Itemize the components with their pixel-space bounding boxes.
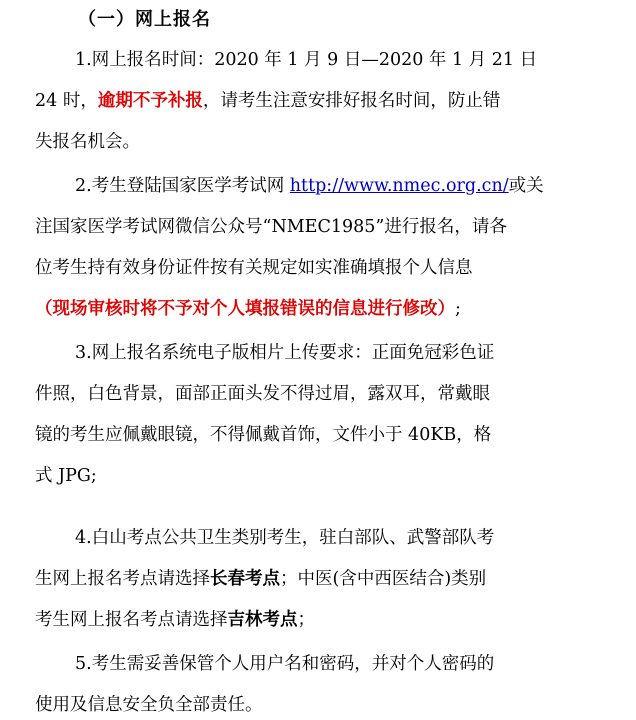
- item3-line1: 3.网上报名系统电子版相片上传要求：正面免冠彩色证: [75, 343, 495, 363]
- item2-line2: 注国家医学考试网微信公众号“NMEC1985”进行报名，请各: [35, 217, 507, 237]
- item1-line2: [35, 88, 500, 114]
- item2-line3: 位考生持有效身份证件按有关规定如实准确填报个人信息: [35, 258, 473, 278]
- item4-line3-end: ；: [297, 610, 315, 630]
- item3-line2: 件照，白色背景，面部正面头发不得过眉，露双耳，常戴眼: [35, 384, 490, 404]
- item4-line3-start: 考生网上报名考点请选择: [35, 610, 228, 630]
- item1-line3: 失报名机会。: [35, 132, 140, 152]
- item4-line2-start: 生网上报名考点请选择: [35, 569, 210, 589]
- item4-line1: 4.白山考点公共卫生类别考生，驻白部队、武警部队考: [75, 528, 495, 548]
- item1-line2-end: ，请考生注意安排好报名时间，防止错: [202, 91, 501, 111]
- nmec-website-link[interactable]: http://www.nmec.org.cn/: [289, 176, 509, 196]
- item1-line1: 1.网上报名时间：2020 年 1 月 9 日—2020 年 1 月 21 日: [75, 50, 538, 70]
- changchun-site: 长春考点: [210, 569, 280, 589]
- item4-line2: [35, 566, 486, 592]
- item3-line3: 镜的考生应佩戴眼镜，不得佩戴首饰，文件小于 40KB，格: [35, 425, 492, 445]
- item4-line2-end: ；中医(含中西医结合)类别: [280, 569, 487, 589]
- item2-line4-end: ;: [455, 299, 461, 319]
- late-notice-warning: 逾期不予补报: [97, 91, 203, 111]
- item2-line1-end: 或关: [508, 176, 544, 196]
- item4-line3: [35, 607, 315, 633]
- item3-line4: 式 JPG;: [35, 466, 97, 486]
- jilin-site: 吉林考点: [227, 610, 298, 630]
- item2-line4: [35, 296, 461, 322]
- item2-line1-start: 2.考生登陆国家医学考试网: [75, 176, 290, 196]
- item1-line2-start: 24 时，: [35, 91, 98, 111]
- section-heading: （一）网上报名: [78, 9, 211, 30]
- item2-line1: [75, 173, 544, 199]
- review-warning: （现场审核时将不予对个人填报错误的信息进行修改）: [35, 299, 455, 319]
- item5-line1: 5.考生需妥善保管个人用户名和密码，并对个人密码的: [75, 654, 495, 674]
- item5-line2: 使用及信息安全负全部责任。: [35, 695, 263, 715]
